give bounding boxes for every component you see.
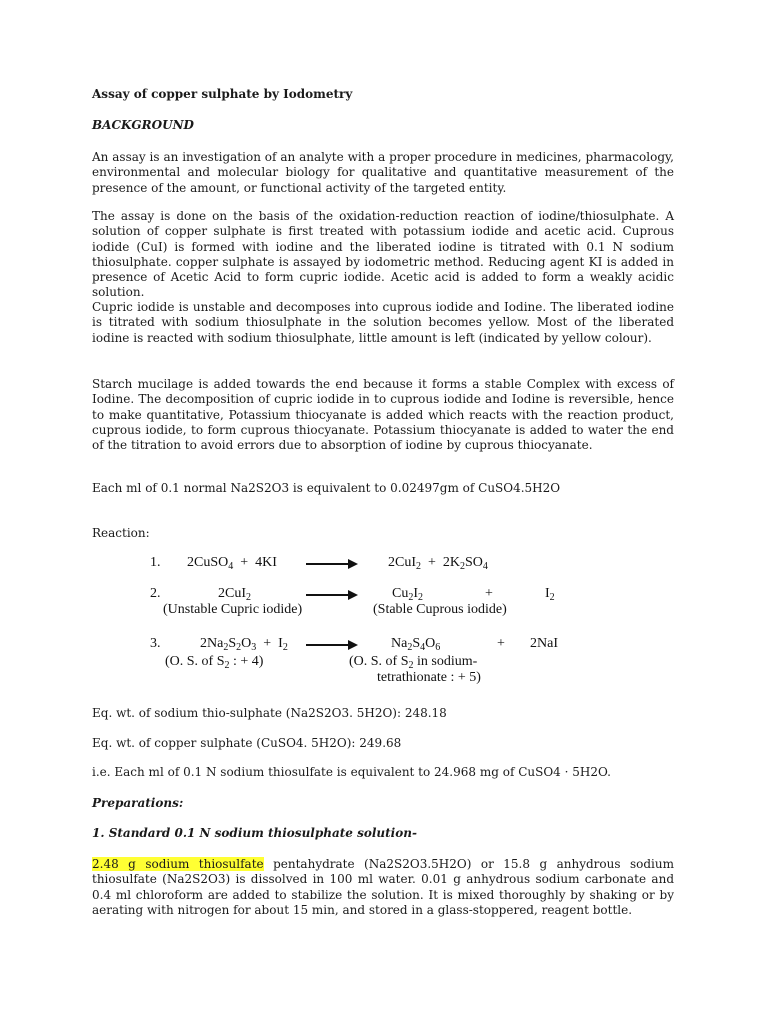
reaction-2-arrow — [306, 594, 356, 596]
reaction-1-reactants: 2CuSO$_4$ + 4KI — [187, 555, 277, 572]
reaction-3-plus: + — [497, 636, 505, 651]
paragraph-assay-basis: The assay is done on the basis of the oxidation-reduction reaction of iodine/thiosulphate. A solution of copper sulphate is first treated with potassium iodide and acetic acid. Cuprous iodide (CuI) is formed with iodine and the liberated iodine is titrated with 0.1 N sodium thiosulphate. copper sulphate is assayed by iodometric method. Reducing agent KI is added in presence of Acetic Acid to form cupric iodide. Acetic acid is added to form a weakly acidic solution. — [92, 209, 674, 300]
paragraph-cupric-iodide: Cupric iodide is unstable and decomposes into cuprous iodide and Iodine. The liberated iodine is titrated with sodium thiosulphate in the solution becomes yellow. Most of the liberated iodine is reacted with sodium thiosulphate, little amount is left (indicated by yellow colour). — [92, 300, 674, 345]
reaction-1-products: $2CuI_2 + 2K_2SO_4$ — [388, 555, 488, 572]
equivalence-statement: i.e. Each ml of 0.1 N sodium thiosulfate is equivalent to 24.968 mg of CuSO4 · 5H2O. — [92, 765, 611, 779]
reaction-1-number: 1. — [150, 555, 161, 570]
eq-wt-copper-sulphate: Eq. wt. of copper sulphate (CuSO4. 5H2O): 249.68 — [92, 736, 402, 750]
paragraph-assay-definition: An assay is an investigation of an analyte with a proper procedure in medicines, pharmacology, environmental and molecular biology for qualitative and quantitative measurement of the presence of the amount, or functional activity of the targeted entity. — [92, 150, 674, 195]
standard-solution-heading: 1. Standard 0.1 N sodium thiosulphate solution- — [92, 826, 417, 840]
reaction-3-number: 3. — [150, 636, 161, 651]
reaction-3-product-note-1: (O. S. of $S_2$ in sodium- — [349, 654, 478, 671]
paragraph-starch-mucilage: Starch mucilage is added towards the end because it forms a stable Complex with excess of Iodine. The decomposition of cupric iodide in to cuprous iodide and Iodine is reversible, hence to make quantitative, Potassium thiocyanate is added which reacts with the reaction product, cuprous iodide, to form cuprous thiocyanate. Potassium thiocyanate is added to water the end of the titration to avoid errors due to absorption of iodine by cuprous thiocyanate. — [92, 377, 674, 453]
reaction-label: Reaction: — [92, 526, 150, 540]
reaction-3-product: $Na_2S_4O_6$ — [391, 636, 441, 653]
reaction-2-product-note: (Stable Cuprous iodide) — [373, 602, 507, 617]
preparation-procedure-text: pentahydrate (Na2S2O3.5H2O) or 15.8 g anhydrous sodium thiosulfate (Na2S2O3) is dissolved in 100 ml water. 0.01 g anhydrous sodium carbonate and 0.4 ml chloroform are added to stabilize the solution. It is mixed thoroughly by shaking or by aerating with nitrogen for about 15 min, and stored in a glass-stoppered, reagent bottle. — [92, 857, 674, 917]
reaction-2-product: $Cu_2I_2$ — [392, 586, 424, 603]
reaction-2-plus: + — [485, 586, 493, 601]
reaction-3-reactants: $2Na_2S_2O_3 + I_2$ — [200, 636, 288, 653]
reaction-3-sodium-iodide: 2NaI — [530, 636, 558, 651]
background-heading: BACKGROUND — [92, 118, 194, 132]
reaction-2-reactant: 2CuI$_2$ — [218, 586, 251, 603]
paragraph-preparation-procedure — [92, 857, 674, 918]
reaction-2-reactant-note: (Unstable Cupric iodide) — [163, 602, 303, 617]
reaction-2-iodine: $I_2$ — [545, 586, 555, 603]
paragraph-equivalence: Each ml of 0.1 normal Na2S2O3 is equivalent to 0.02497gm of CuSO4.5H2O — [92, 481, 561, 495]
reaction-3-arrow — [306, 644, 356, 646]
reaction-2-number: 2. — [150, 586, 161, 601]
preparations-heading: Preparations: — [92, 796, 184, 810]
reaction-3-reactant-note: (O. S. of $S_2$ : + 4) — [165, 654, 264, 671]
eq-wt-sodium-thiosulphate: Eq. wt. of sodium thio-sulphate (Na2S2O3. 5H2O): 248.18 — [92, 706, 447, 720]
reaction-3-product-note-2: tetrathionate : + 5) — [377, 670, 481, 685]
document-title: Assay of copper sulphate by Iodometry — [92, 87, 353, 101]
reaction-1-arrow — [306, 563, 356, 565]
highlighted-text: 2.48 g sodium thiosulfate — [92, 857, 264, 871]
